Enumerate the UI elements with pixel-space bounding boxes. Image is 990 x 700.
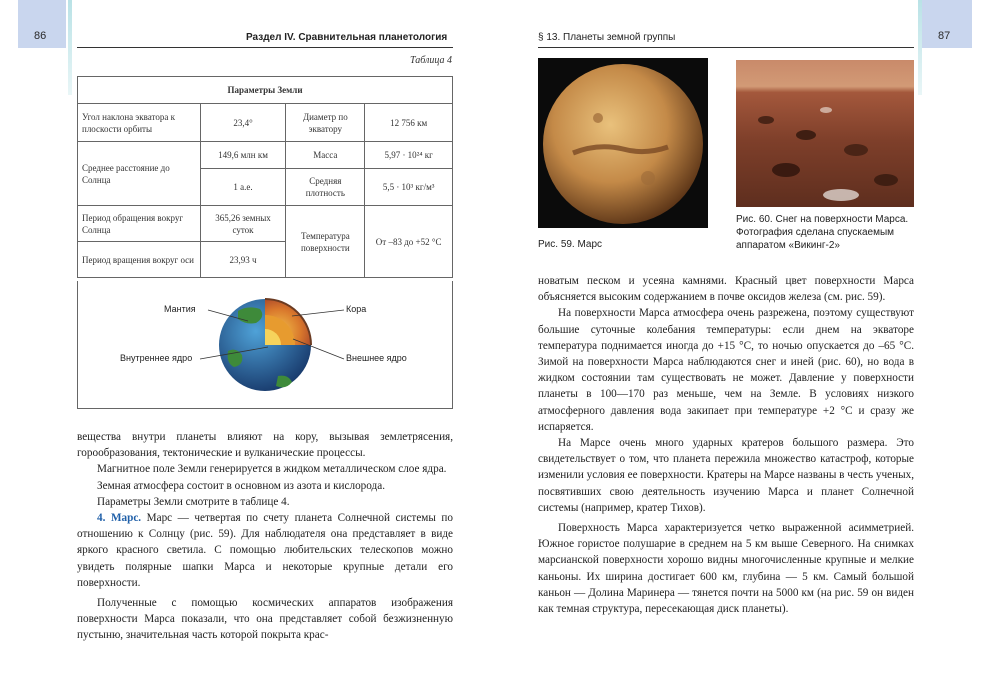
right-body-text xyxy=(538,273,914,617)
table-cell: Период вращения вокруг оси xyxy=(78,242,201,278)
paragraph: Полученные с помощью космических аппаратов изображения поверхности Марса показали, что она представляет собой безжизненную пустыню, значительная часть которой покрыта крас- xyxy=(77,597,453,642)
earth-structure-figure xyxy=(77,281,453,409)
left-page-number-tab xyxy=(18,0,66,48)
table-cell: Диаметр по экватору xyxy=(286,104,365,142)
paragraph: Земная атмосфера состоит в основном из азота и кислорода. xyxy=(97,479,385,492)
paragraph: На Марсе очень много ударных кратеров большого размера. Это свидетельствует о том, что планета пережила множество катастроф, которые изменили условия ее поверхности. Кратеры на Марсе названы в честь ученых, посвятивших свою деятельность изучению Марса и планет Солнечной системы (например, кратер Тихов). xyxy=(538,437,914,514)
section-heading: 4. Марс. xyxy=(97,512,142,525)
table-cell: Угол наклона экватора к плоскости орбиты xyxy=(78,104,201,142)
left-page-edge xyxy=(68,0,72,95)
right-page-header: § 13. Планеты земной группы xyxy=(538,32,676,43)
label-inner-core: Внутреннее ядро xyxy=(120,353,193,363)
table-cell: 5,97 · 10²⁴ кг xyxy=(365,142,453,169)
table-cell: Температура поверхности xyxy=(286,206,365,278)
left-page-number: 86 xyxy=(34,30,47,42)
earth-cutaway-illustration xyxy=(78,281,454,409)
left-body-text xyxy=(77,429,453,644)
table-cell: 12 756 км xyxy=(365,104,453,142)
table-cell: Период обращения вокруг Солнца xyxy=(78,206,201,242)
table-cell: 5,5 · 10³ кг/м³ xyxy=(365,169,453,206)
mars-globe xyxy=(538,58,708,228)
right-header-rule xyxy=(538,47,914,48)
left-header-rule xyxy=(77,47,453,48)
paragraph: вещества внутри планеты влияют на кору, вызывая землетрясения, горообразования, тектонические и вулканические процессы. xyxy=(77,431,453,460)
right-page-number: 87 xyxy=(938,30,951,42)
earth-parameters-table xyxy=(77,76,453,278)
table-caption: Таблица 4 xyxy=(410,55,452,66)
table-cell: От –83 до +52 °С xyxy=(365,206,453,278)
table-title: Параметры Земли xyxy=(78,77,453,104)
fig60-caption: Рис. 60. Снег на поверхности Марса. Фотография сделана спускаемым аппаратом «Викинг-2» xyxy=(736,214,909,251)
paragraph-mars-intro xyxy=(77,510,453,591)
mars-photo xyxy=(538,58,708,228)
paragraph: На поверхности Марса атмосфера очень разрежена, поэтому существуют большие суточные колебания температуры: если днем на экваторе температура поднимается иногда до +15 °С, то ночью опускается до –65 °С. Зимой на поверхности Марса наблюдаются снег и иней (рис. 60), но вода в жидком состоянии там существовать не может. Давление у поверхности планеты в 100—170 раз меньше, чем на Земле. В условиях низкого атмосферного давления вода закипает при температуре +2 °С и сразу же испаряется. xyxy=(538,307,914,433)
right-page-edge xyxy=(918,0,922,95)
label-crust: Кора xyxy=(346,304,367,314)
label-outer-core: Внешнее ядро xyxy=(346,353,407,363)
table-cell: Среднее расстояние до Солнца xyxy=(78,142,201,206)
table-cell: 1 а.е. xyxy=(200,169,286,206)
left-page-header: Раздел IV. Сравнительная планетология xyxy=(246,32,448,43)
paragraph: Параметры Земли смотрите в таблице 4. xyxy=(97,495,290,508)
label-mantle: Мантия xyxy=(164,304,196,314)
table-cell: 365,26 земных суток xyxy=(200,206,286,242)
fig59-caption: Рис. 59. Марс xyxy=(538,239,603,250)
table-cell: 23,93 ч xyxy=(200,242,286,278)
table-cell: 149,6 млн км xyxy=(200,142,286,169)
table-cell: Масса xyxy=(286,142,365,169)
paragraph: Магнитное поле Земли генерируется в жидком металлическом слое ядра. xyxy=(97,463,447,476)
paragraph: новатым песком и усеяна камнями. Красный цвет поверхности Марса объясняется высоким содержанием в почве оксидов железа (см. рис. 59). xyxy=(538,275,914,304)
mars-surface-photo xyxy=(736,60,914,207)
table-cell: Средняя плотность xyxy=(286,169,365,206)
paragraph-text: Марс — четвертая по счету планета Солнечной системы по отношению к Солнцу (рис. 59). Для наблюдателя она представляет в виде яркого красного светила. С помощью любительских телескопов можно увидеть полярные шапки Марса и некоторые крупные детали его поверхности. xyxy=(77,512,454,589)
mars-rocks xyxy=(736,60,914,207)
paragraph: Поверхность Марса характеризуется четко выраженной асимметрией. Южное гористое полушарие в среднем на 5 км выше Северного. На снимках марсианской поверхности хорошо видны многочисленные крупные и мелкие каньоны. Их ширина достигает 600 км, глубина — 5 км. Самый большой каньон — Долина Маринера — тянется почти на 5000 км (на рис. 59 он виден как темная структура, пересекающая диск планеты). xyxy=(538,522,914,616)
table-cell: 23,4° xyxy=(200,104,286,142)
right-page-number-tab xyxy=(922,0,972,48)
